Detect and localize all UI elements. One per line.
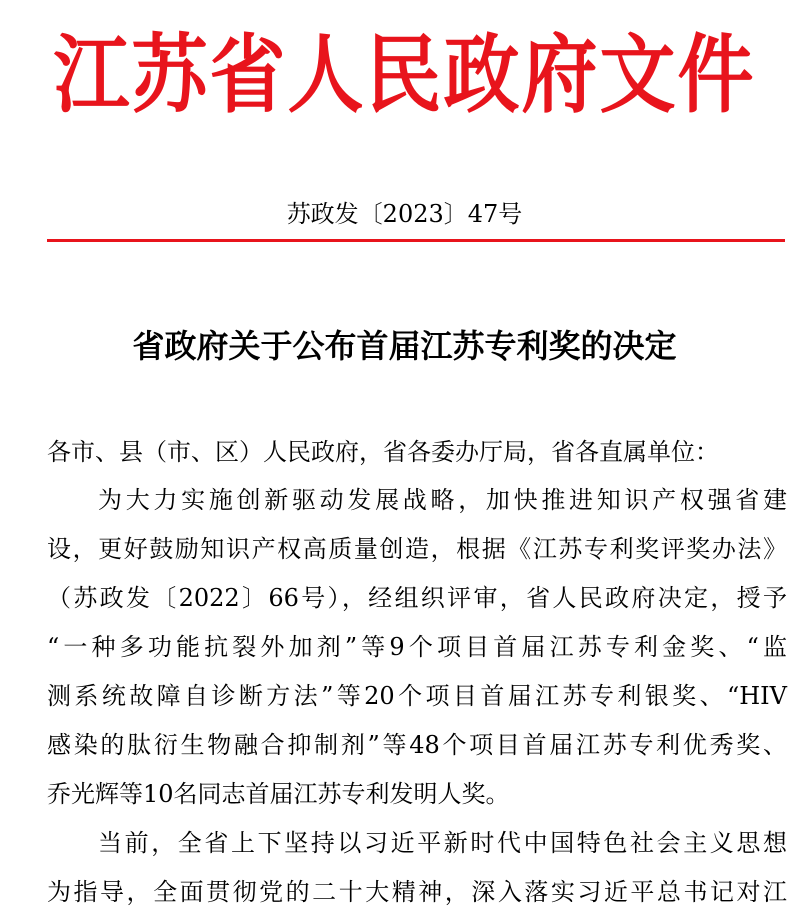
paragraph-1-line-3: （苏政发〔2022〕66号），经组织评审，省人民政府决定，授予 xyxy=(47,584,787,612)
paragraph-2-line-2: 为指导，全面贯彻党的二十大精神，深入落实习近平总书记对江 xyxy=(47,878,787,906)
red-divider-rule xyxy=(47,239,785,242)
issuer-masthead: 江苏省人民政府文件 xyxy=(53,25,756,125)
paragraph-1-line-6: 感染的肽衍生物融合抑制剂”等48个项目首届江苏专利优秀奖、 xyxy=(47,731,787,759)
salutation: 各市、县（市、区）人民政府，省各委办厅局，省各直属单位： xyxy=(47,438,719,466)
paragraph-1-line-2: 设，更好鼓励知识产权高质量创造，根据《江苏专利奖评奖办法》 xyxy=(47,535,787,563)
paragraph-1-line-7: 乔光辉等10名同志首届江苏专利发明人奖。 xyxy=(47,780,510,808)
paragraph-2-line-1: 当前，全省上下坚持以习近平新时代中国特色社会主义思想 xyxy=(98,829,787,857)
document-title: 省政府关于公布首届江苏专利奖的决定 xyxy=(132,327,677,365)
paragraph-1-line-4: “一种多功能抗裂外加剂”等9个项目首届江苏专利金奖、“监 xyxy=(47,633,787,661)
paragraph-1-line-5: 测系统故障自诊断方法”等20个项目首届江苏专利银奖、“HIV xyxy=(47,682,787,710)
document-number: 苏政发〔2023〕47号 xyxy=(286,200,523,228)
paragraph-1-line-1: 为大力实施创新驱动发展战略，加快推进知识产权强省建 xyxy=(98,486,787,514)
